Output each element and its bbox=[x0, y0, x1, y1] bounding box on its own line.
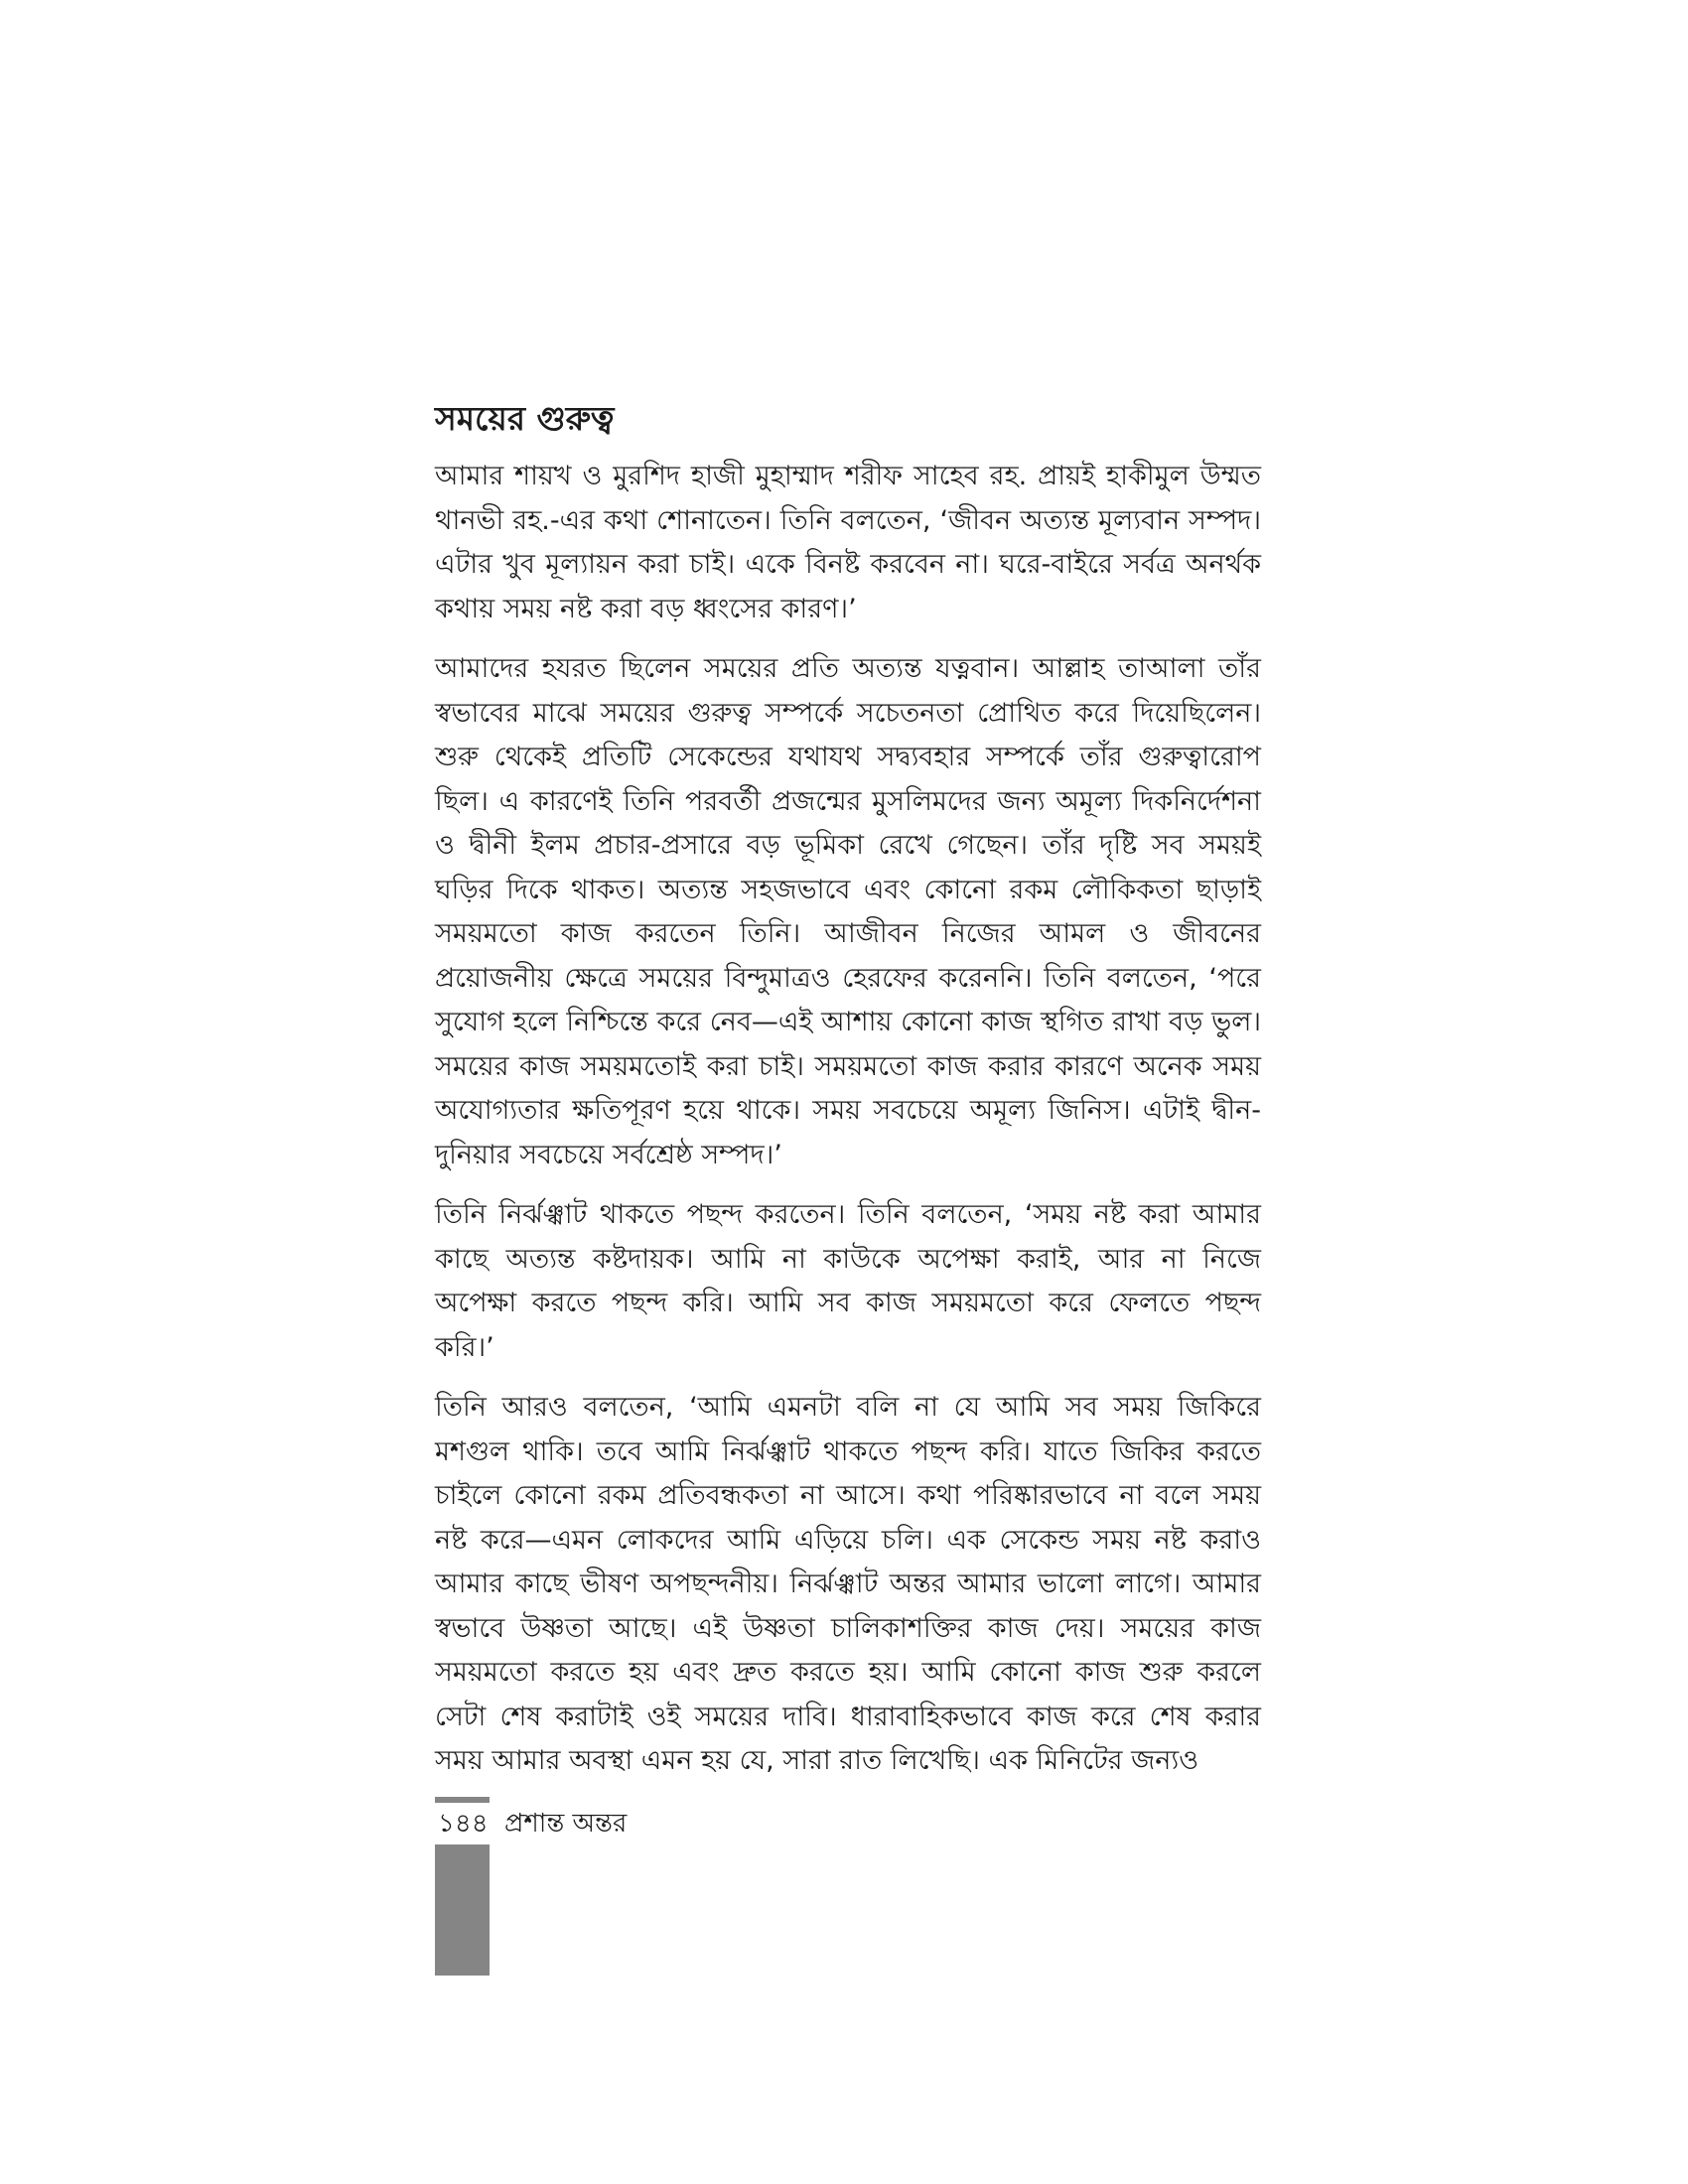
paragraph-3: তিনি নির্ঝঞ্ঝাট থাকতে পছন্দ করতেন। তিনি বলতেন, ‘সময় নষ্ট করা আমার কাছে অত্যন্ত কষ্টদায়ক। আমি না কাউকে অপেক্ষা করাই, আর না নিজে অপেক্ষা করতে পছন্দ করি। আমি সব কাজ সময়মতো করে ফেলতে পছন্দ করি।’ bbox=[435, 1199, 1261, 1363]
section-heading: সময়ের গুরুত্ব bbox=[435, 399, 615, 438]
page-number: ১৪৪ bbox=[438, 1809, 489, 1839]
page-body bbox=[435, 397, 1261, 1800]
footer-rule bbox=[435, 1797, 490, 1803]
running-footer-title: প্রশান্ত অন্তর bbox=[504, 1809, 628, 1839]
page-edge-tab bbox=[435, 1844, 490, 1976]
paragraph-1: আমার শায়খ ও মুরশিদ হাজী মুহাম্মাদ শরীফ সাহেব রহ. প্রায়ই হাকীমুল উম্মত থানভী রহ.-এর কথা শোনাতেন। তিনি বলতেন, ‘জীবন অত্যন্ত মূল্যবান সম্পদ। এটার খুব মূল্যায়ন করা চাই। একে বিনষ্ট করবেন না। ঘরে-বাইরে সর্বত্র অনর্থক কথায় সময় নষ্ট করা বড় ধ্বংসের কারণ।’ bbox=[435, 461, 1261, 624]
paragraph-4: তিনি আরও বলতেন, ‘আমি এমনটা বলি না যে আমি সব সময় জিকিরে মশগুল থাকি। তবে আমি নির্ঝঞ্ঝাট থাকতে পছন্দ করি। যাতে জিকির করতে চাইলে কোনো রকম প্রতিবন্ধকতা না আসে। কথা পরিষ্কারভাবে না বলে সময় নষ্ট করে—এমন লোকদের আমি এড়িয়ে চলি। এক সেকেন্ড সময় নষ্ট করাও আমার কাছে ভীষণ অপছন্দনীয়। নির্ঝঞ্ঝাট অন্তর আমার ভালো লাগে। আমার স্বভাবে উষ্ণতা আছে। এই উষ্ণতা চালিকাশক্তির কাজ দেয়। সময়ের কাজ সময়মতো করতে হয় এবং দ্রুত করতে হয়। আমি কোনো কাজ শুরু করলে সেটা শেষ করাটাই ওই সময়ের দাবি। ধারাবাহিকভাবে কাজ করে শেষ করার সময় আমার অবস্থা এমন হয় যে, সারা রাত লিখেছি। এক মিনিটের জন্যও bbox=[435, 1392, 1261, 1776]
paragraph-2: আমাদের হযরত ছিলেন সময়ের প্রতি অত্যন্ত যত্নবান। আল্লাহ তাআলা তাঁর স্বভাবের মাঝে সময়ের গুরুত্ব সম্পর্কে সচেতনতা প্রোথিত করে দিয়েছিলেন। শুরু থেকেই প্রতিটি সেকেন্ডের যথাযথ সদ্ব্যবহার সম্পর্কে তাঁর গুরুত্বারোপ ছিল। এ কারণেই তিনি পরবর্তী প্রজন্মের মুসলিমদের জন্য অমূল্য দিকনির্দেশনা ও দ্বীনী ইলম প্রচার-প্রসারে বড় ভূমিকা রেখে গেছেন। তাঁর দৃষ্টি সব সময়ই ঘড়ির দিকে থাকত। অত্যন্ত সহজভাবে এবং কোনো রকম লৌকিকতা ছাড়াই সময়মতো কাজ করতেন তিনি। আজীবন নিজের আমল ও জীবনের প্রয়োজনীয় ক্ষেত্রে সময়ের বিন্দুমাত্রও হেরফের করেননি। তিনি বলতেন, ‘পরে সুযোগ হলে নিশ্চিন্তে করে নেব—এই আশায় কোনো কাজ স্থগিত রাখা বড় ভুল। সময়ের কাজ সময়মতোই করা চাই। সময়মতো কাজ করার কারণে অনেক সময় অযোগ্যতার ক্ষতিপূরণ হয়ে থাকে। সময় সবচেয়ে অমূল্য জিনিস। এটাই দ্বীন-দুনিয়ার সবচেয়ে সর্বশ্রেষ্ঠ সম্পদ।’ bbox=[435, 653, 1261, 1170]
